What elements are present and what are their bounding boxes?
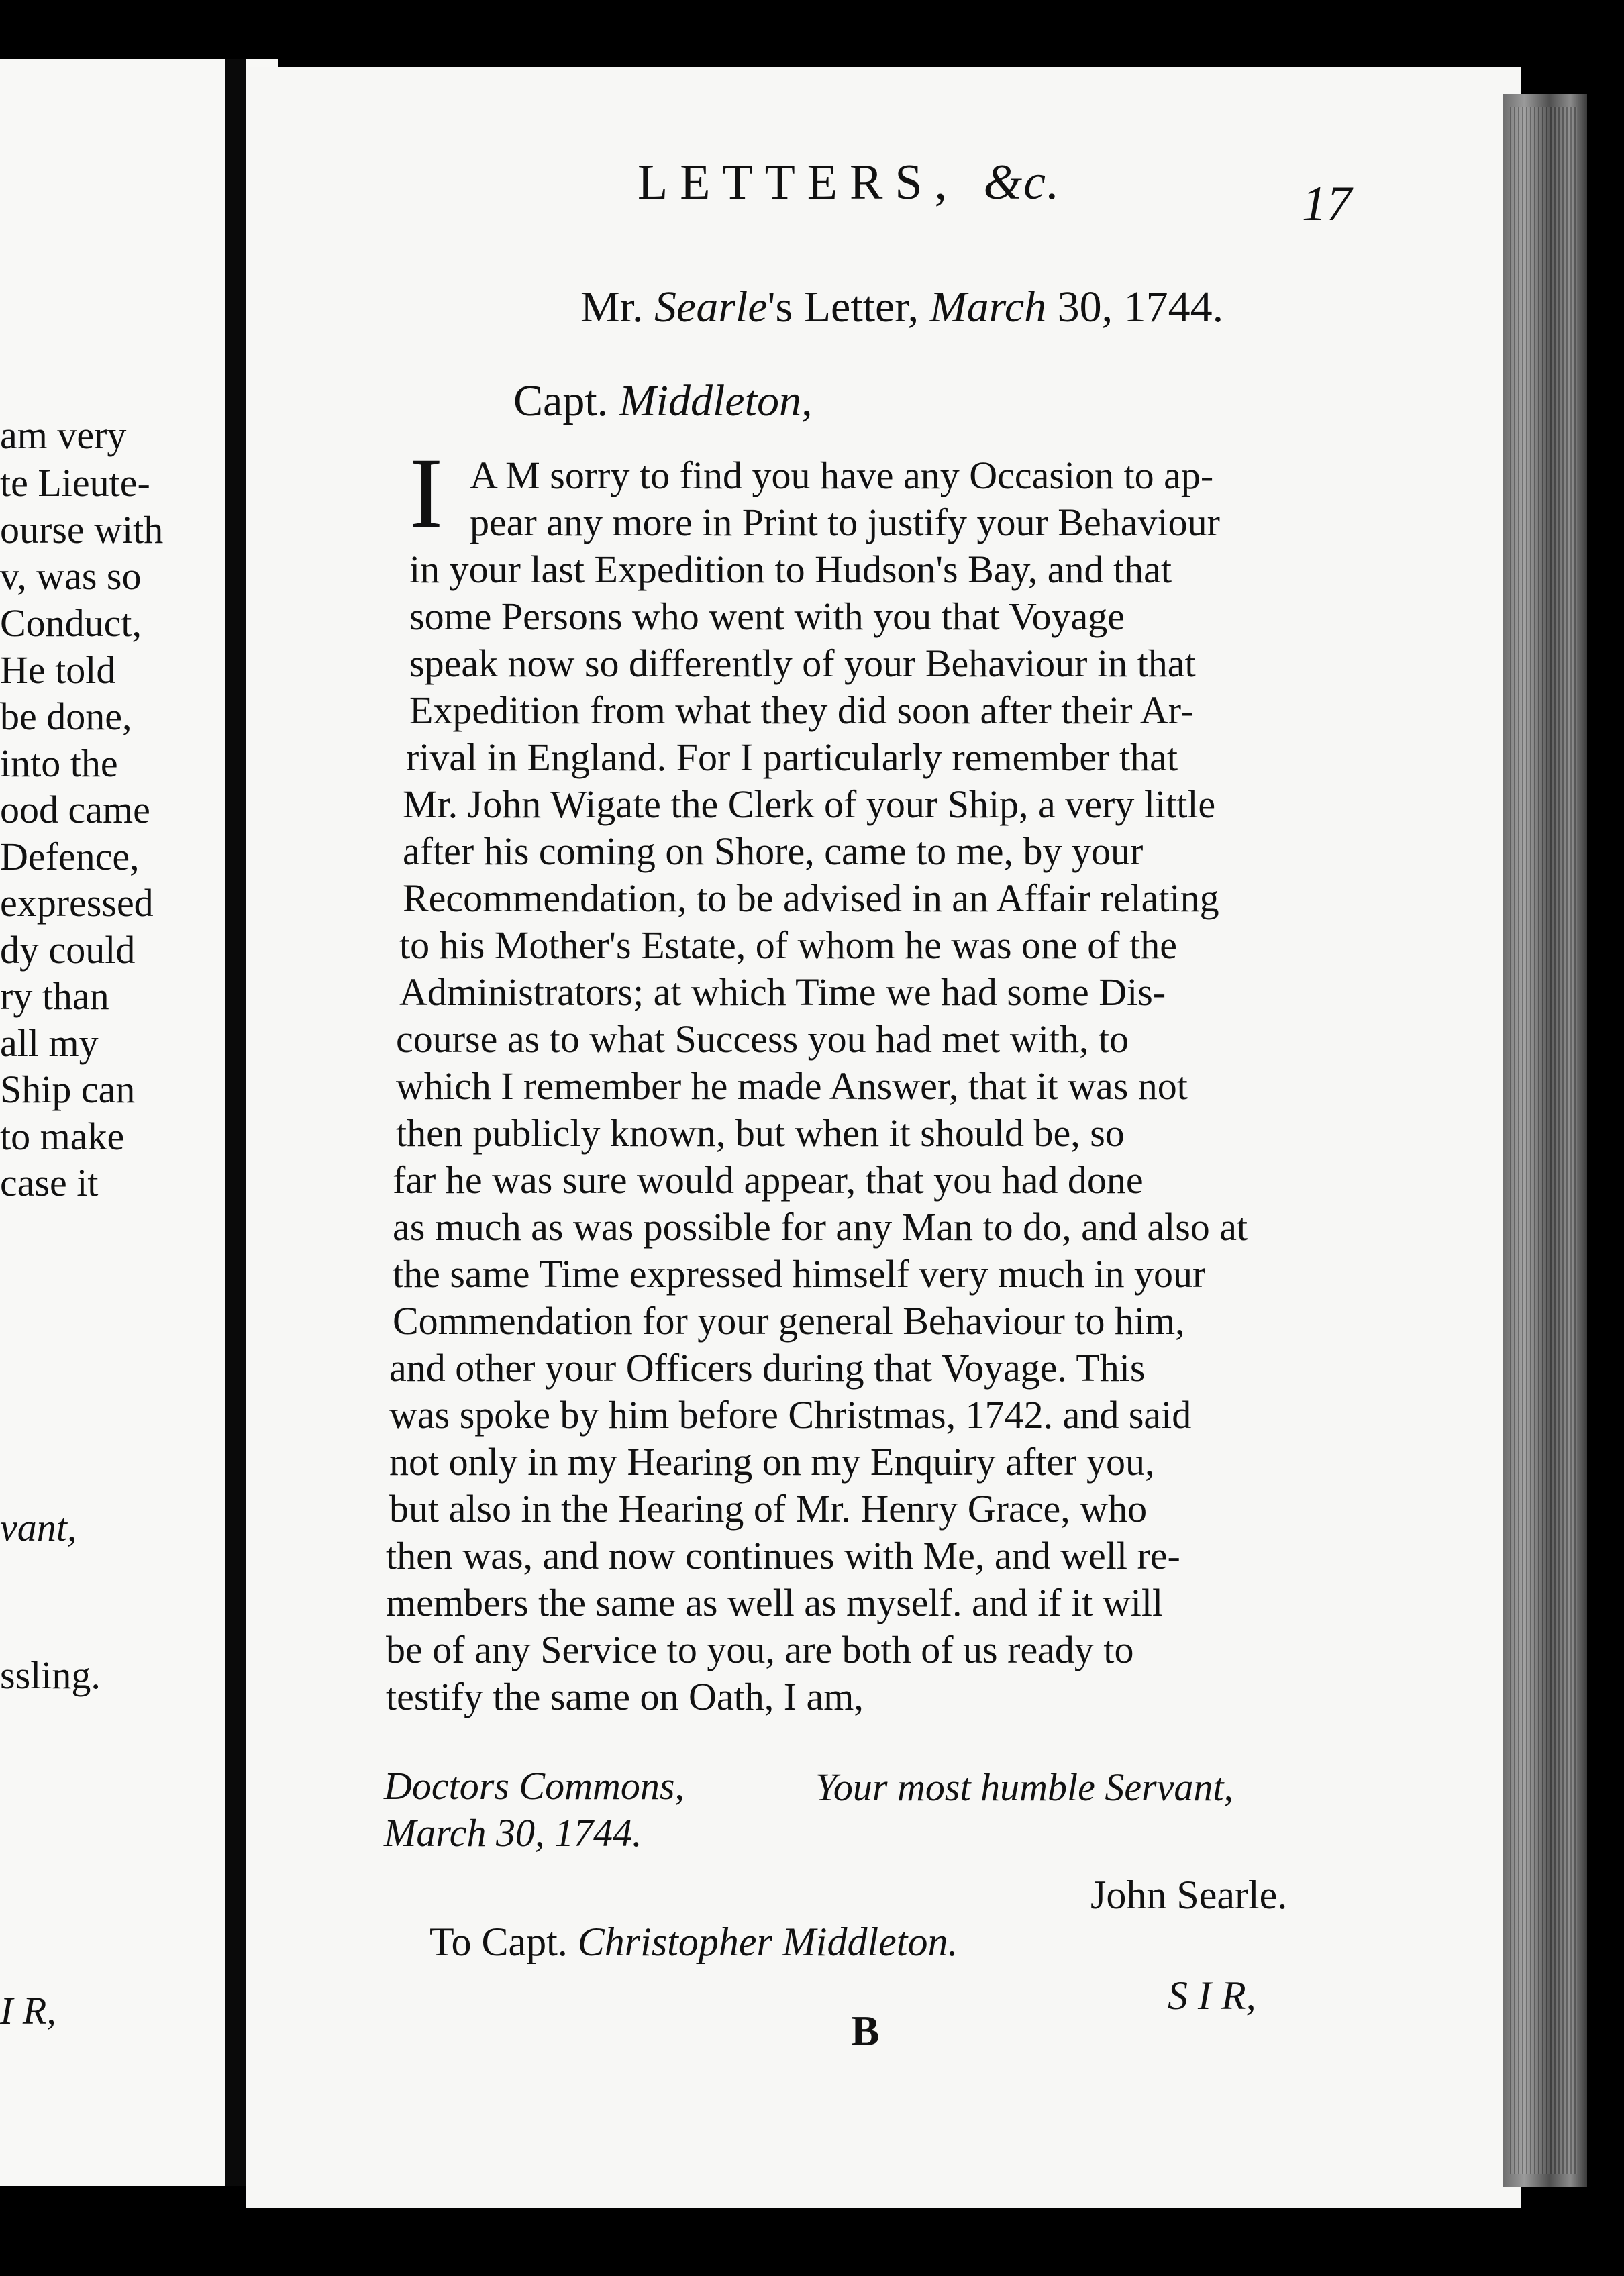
title-date: 30, 1744. (1057, 282, 1224, 331)
body-line: course as to what Success you had met with, to (396, 1017, 1129, 1061)
page-edge-leaves (1510, 107, 1577, 2174)
body-line: Mr. John Wigate the Clerk of your Ship, a very little (403, 782, 1216, 826)
left-page-line: am very (0, 413, 127, 457)
body-line: not only in my Hearing on my Enquiry after you, (389, 1440, 1155, 1484)
left-page-line: I R, (0, 1989, 56, 2032)
left-page-line: Defence, (0, 835, 140, 878)
letter-place: Doctors Commons, (384, 1764, 684, 1808)
left-page-line: te Lieute- (0, 461, 150, 505)
left-page-line: v, was so (0, 554, 142, 598)
title-rest: 's Letter, (767, 282, 919, 331)
page-number: 17 (1302, 176, 1352, 231)
title-month: March (929, 282, 1047, 331)
left-page-line: vant, (0, 1506, 77, 1549)
signature-mark: B (851, 2007, 880, 2055)
body-line: Administrators; at which Time we had some Dis- (399, 970, 1166, 1014)
left-page-line: ourse with (0, 508, 164, 552)
left-page-line: Ship can (0, 1068, 136, 1111)
body-line: rival in England. For I particularly remember that (406, 735, 1178, 779)
running-header (638, 154, 1060, 211)
left-page-line: to make (0, 1115, 125, 1158)
running-title-etc: &c. (983, 155, 1061, 210)
left-page-line: be done, (0, 694, 132, 738)
gutter-rule (225, 59, 246, 2186)
salutation-prefix: Capt. (513, 376, 609, 425)
letter-date: March 30, 1744. (384, 1811, 642, 1855)
body-line: far he was sure would appear, that you had done (393, 1158, 1144, 1202)
title-prefix: Mr. (580, 282, 644, 331)
salutation (513, 376, 812, 427)
complimentary-close: Your most humble Servant, (815, 1765, 1233, 1809)
left-page-line: He told (0, 648, 116, 692)
drop-cap: I (409, 437, 443, 549)
body-line: pear any more in Print to justify your Behaviour (470, 501, 1220, 544)
left-page-line: ry than (0, 974, 109, 1018)
signature: John Searle. (1090, 1873, 1288, 1917)
recipient-prefix: To Capt. (429, 1920, 568, 1964)
left-page-line: Conduct, (0, 601, 142, 645)
left-page-line: ssling. (0, 1653, 101, 1697)
left-page-line: dy could (0, 928, 136, 972)
recipient-name: Christopher Middleton. (577, 1920, 958, 1964)
body-line: and other your Officers during that Voyage. This (389, 1346, 1146, 1390)
letter-title (580, 282, 1223, 333)
body-line: in your last Expedition to Hudson's Bay, and that (409, 548, 1172, 591)
left-page-line: into the (0, 741, 118, 785)
body-line: members the same as well as myself. and if it will (386, 1581, 1164, 1624)
body-line: Expedition from what they did soon after their Ar- (409, 688, 1194, 732)
body-line: speak now so differently of your Behaviour in that (409, 641, 1196, 685)
body-line: A M sorry to find you have any Occasion to ap- (470, 454, 1214, 497)
body-line: to his Mother's Estate, of whom he was one of the (399, 923, 1177, 967)
catchword: S I R, (1168, 1973, 1256, 2018)
recipient-line (429, 1919, 958, 1965)
left-page-line: expressed (0, 881, 154, 925)
body-line: Commendation for your general Behaviour to him, (393, 1299, 1185, 1343)
body-line: as much as was possible for any Man to do, and also at (393, 1205, 1248, 1249)
left-page-line: all my (0, 1021, 99, 1065)
body-line: was spoke by him before Christmas, 1742. and said (389, 1393, 1192, 1437)
body-line: Recommendation, to be advised in an Affair relating (403, 876, 1219, 920)
body-line: then publicly known, but when it should be, so (396, 1111, 1125, 1155)
body-line: but also in the Hearing of Mr. Henry Grace, who (389, 1487, 1148, 1531)
body-line: some Persons who went with you that Voyage (409, 594, 1125, 638)
running-title: LETTERS, (638, 155, 960, 210)
body-line: the same Time expressed himself very much in your (393, 1252, 1206, 1296)
left-page-line: ood came (0, 788, 150, 831)
title-name: Searle (654, 282, 768, 331)
body-line: testify the same on Oath, I am, (386, 1675, 864, 1718)
body-line: which I remember he made Answer, that it was not (396, 1064, 1188, 1108)
salutation-name: Middleton, (619, 376, 813, 425)
body-line: be of any Service to you, are both of us ready to (386, 1628, 1134, 1671)
body-line: after his coming on Shore, came to me, by your (403, 829, 1144, 873)
left-page-line: case it (0, 1161, 99, 1204)
body-line: then was, and now continues with Me, and well re- (386, 1534, 1180, 1577)
